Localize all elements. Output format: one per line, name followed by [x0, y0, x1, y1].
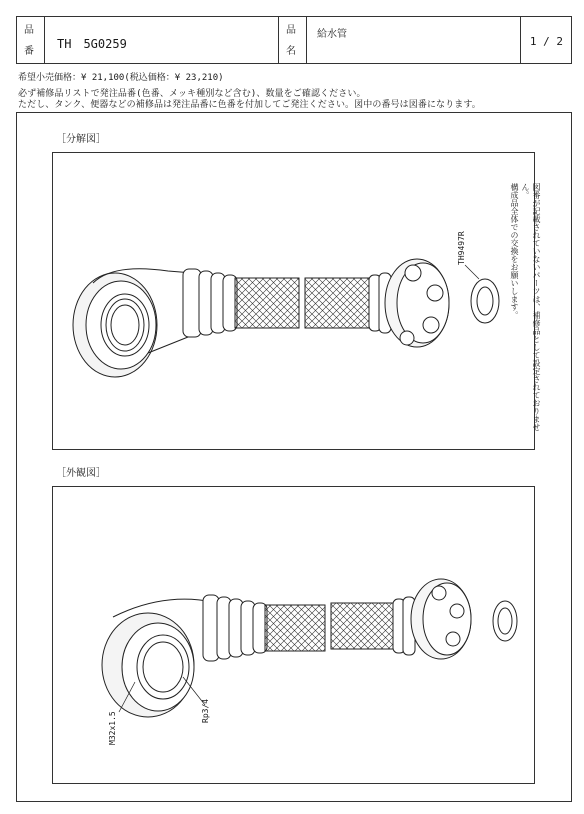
braided-hose-left [265, 605, 325, 651]
thread-dim-right: Rp3/4 [201, 698, 210, 723]
elbow-fitting [73, 269, 193, 377]
exterior-view-panel [52, 486, 535, 784]
note-line-1: 必ず補修品リストで発注品番(色番、メッキ種別など含む)、数量をご確認ください。 [18, 89, 366, 99]
side-note-line-1: 図番が記載されていないパーツは、補修品として設定されておりません。 [521, 183, 541, 431]
part-no-label-cell [17, 17, 45, 63]
part-no-label-bottom: 番 [24, 46, 34, 57]
header-table [16, 16, 572, 64]
nut [411, 579, 471, 659]
hose-ribs [203, 595, 267, 661]
callout-leader [465, 265, 479, 279]
page-cell [521, 17, 573, 63]
part-name-label-bottom: 名 [286, 46, 296, 57]
elbow-fitting [102, 599, 213, 717]
exploded-view-panel [52, 152, 541, 450]
thread-dim-left: M32x1.5 [108, 711, 117, 745]
side-note-line-2: 構成品全体での交換をお願いします。 [510, 183, 519, 319]
washer [493, 601, 517, 641]
braided-hose-right [331, 603, 395, 649]
exploded-view-drawing [53, 153, 536, 451]
retail-price: 希望小売価格：¥ 21,100(税込価格：¥ 23,210) [18, 73, 224, 83]
part-no-cell [45, 17, 279, 63]
note-line-2: ただし、タンク、便器などの補修品は発注品番に色番を付加してご発注ください。図中の番号は図番になります。 [18, 100, 481, 110]
page-number: 1 / 2 [529, 35, 563, 48]
washer [471, 279, 499, 323]
hose-ribs [183, 269, 237, 337]
exploded-view-title: ［分解図］ [56, 134, 106, 145]
part-callout-label: TH9497R [457, 231, 466, 265]
part-name-label-top: 品 [286, 25, 296, 36]
part-name: 給水管 [317, 29, 347, 40]
part-no-label-top: 品 [24, 25, 34, 36]
unlisted-parts-note [509, 183, 542, 445]
part-name-cell [307, 17, 521, 63]
nut [385, 259, 449, 347]
braided-hose-right [305, 278, 371, 328]
braided-hose-left [235, 278, 299, 328]
part-number: TH 5G0259 [57, 37, 127, 51]
exterior-view-drawing [53, 487, 536, 785]
exterior-view-title: ［外観図］ [56, 468, 106, 479]
part-name-label-cell [279, 17, 307, 63]
